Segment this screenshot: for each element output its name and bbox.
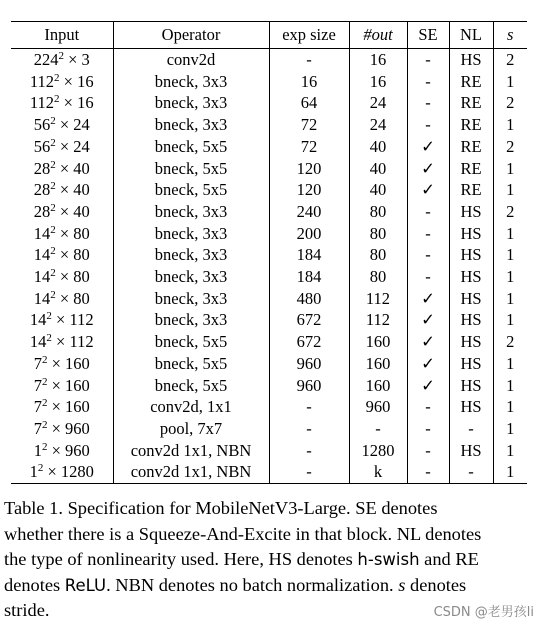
cell-se: -	[407, 418, 449, 440]
cell-exp-size: -	[269, 440, 349, 462]
input-channels: × 80	[55, 223, 90, 243]
cell-input	[11, 114, 113, 136]
cell-out: 16	[349, 71, 407, 93]
cell-se: -	[407, 201, 449, 223]
cell-operator: bneck, 3x3	[113, 71, 269, 93]
cell-input	[11, 49, 113, 71]
input-resolution: 1	[29, 462, 38, 482]
cell-se: -	[407, 266, 449, 288]
cell-input	[11, 353, 113, 375]
cell-nl: RE	[449, 179, 493, 201]
cell-stride: 1	[493, 440, 527, 462]
input-channels: × 24	[55, 136, 90, 156]
cell-input	[11, 179, 113, 201]
cell-out: 16	[349, 49, 407, 71]
table-row	[11, 353, 527, 375]
input-exponent: 2	[41, 397, 48, 410]
cell-exp-size: 64	[269, 92, 349, 114]
input-exponent: 2	[50, 267, 56, 280]
cell-operator: conv2d 1x1, NBN	[113, 461, 269, 483]
input-resolution: 28	[33, 201, 51, 221]
cell-operator: bneck, 5x5	[113, 353, 269, 375]
input-channels: × 40	[55, 158, 90, 178]
cell-exp-size: 184	[269, 244, 349, 266]
cell-input	[11, 461, 113, 483]
cell-operator: bneck, 5x5	[113, 136, 269, 158]
cell-nl: -	[449, 461, 493, 483]
cell-operator: pool, 7x7	[113, 418, 269, 440]
header-stride: s	[493, 22, 527, 49]
input-resolution: 14	[33, 288, 51, 308]
cell-operator: bneck, 3x3	[113, 309, 269, 331]
table-body	[11, 49, 527, 484]
cell-se: -	[407, 114, 449, 136]
cell-input	[11, 266, 113, 288]
cell-nl: RE	[449, 158, 493, 180]
cell-exp-size: 672	[269, 331, 349, 353]
cell-exp-size: 72	[269, 114, 349, 136]
cell-se: ✓	[407, 136, 449, 158]
cell-out: 960	[349, 396, 407, 418]
cell-exp-size: 960	[269, 353, 349, 375]
input-exponent: 2	[41, 353, 48, 366]
cell-nl: HS	[449, 266, 493, 288]
cell-exp-size: 72	[269, 136, 349, 158]
cell-operator: conv2d	[113, 49, 269, 71]
cell-out: 40	[349, 179, 407, 201]
cell-se: ✓	[407, 158, 449, 180]
input-exponent: 2	[50, 180, 56, 193]
cell-se: ✓	[407, 309, 449, 331]
input-resolution: 14	[33, 245, 51, 265]
cell-out: 80	[349, 223, 407, 245]
cell-exp-size: -	[269, 461, 349, 483]
input-exponent: 2	[50, 158, 56, 171]
cell-exp-size: -	[269, 418, 349, 440]
cell-input	[11, 418, 113, 440]
cell-nl: RE	[449, 136, 493, 158]
table-row	[11, 396, 527, 418]
cell-out: 112	[349, 309, 407, 331]
cell-nl: HS	[449, 201, 493, 223]
cell-exp-size: -	[269, 396, 349, 418]
cell-input	[11, 244, 113, 266]
input-resolution: 112	[29, 93, 55, 113]
cell-stride: 2	[493, 331, 527, 353]
cell-se: ✓	[407, 375, 449, 397]
table-row	[11, 201, 527, 223]
cell-operator: bneck, 3x3	[113, 92, 269, 114]
table-row	[11, 158, 527, 180]
cell-out: 112	[349, 288, 407, 310]
caption-line-3-text: the type of nonlinearity used. Here, HS denotes	[4, 549, 358, 570]
input-channels: × 1280	[43, 462, 94, 482]
table-row	[11, 223, 527, 245]
input-exponent: 2	[37, 462, 44, 475]
input-resolution: 14	[29, 310, 47, 330]
caption-line-2: whether there is a Squeeze-And-Excite in that block. NL denotes	[4, 523, 482, 544]
input-exponent: 2	[50, 136, 56, 149]
input-exponent: 2	[50, 115, 56, 128]
input-resolution: 224	[33, 50, 59, 69]
cell-operator: bneck, 3x3	[113, 288, 269, 310]
cell-out: k	[349, 461, 407, 483]
cell-out: 1280	[349, 440, 407, 462]
cell-input	[11, 375, 113, 397]
header-operator: Operator	[113, 22, 269, 49]
caption-relu: ReLU	[64, 575, 107, 595]
cell-out: 24	[349, 92, 407, 114]
cell-stride: 1	[493, 396, 527, 418]
input-resolution: 28	[33, 180, 51, 200]
cell-exp-size: -	[269, 49, 349, 71]
cell-se: ✓	[407, 288, 449, 310]
input-channels: × 80	[55, 267, 90, 287]
cell-stride: 1	[493, 288, 527, 310]
cell-operator: bneck, 3x3	[113, 223, 269, 245]
cell-exp-size: 672	[269, 309, 349, 331]
caption-line-3	[4, 547, 542, 573]
cell-nl: HS	[449, 396, 493, 418]
table-row	[11, 114, 527, 136]
header-row	[11, 22, 527, 49]
cell-stride: 2	[493, 201, 527, 223]
cell-stride: 2	[493, 92, 527, 114]
caption-line-4-mid: . NBN denotes no batch normalization.	[106, 574, 399, 595]
cell-input	[11, 331, 113, 353]
input-exponent: 2	[50, 223, 56, 236]
cell-nl: HS	[449, 288, 493, 310]
input-channels: × 40	[55, 180, 90, 200]
cell-se: -	[407, 244, 449, 266]
table-row	[11, 136, 527, 158]
cell-stride: 1	[493, 114, 527, 136]
input-resolution: 14	[33, 223, 51, 243]
cell-nl: HS	[449, 440, 493, 462]
table-row	[11, 440, 527, 462]
cell-nl: HS	[449, 49, 493, 71]
cell-nl: HS	[449, 223, 493, 245]
cell-se: -	[407, 92, 449, 114]
header-exp-size: exp size	[269, 22, 349, 49]
cell-operator: bneck, 5x5	[113, 179, 269, 201]
input-resolution: 14	[33, 267, 51, 287]
header-se: SE	[407, 22, 449, 49]
cell-stride: 1	[493, 375, 527, 397]
cell-input	[11, 136, 113, 158]
caption-line-1: Table 1. Specification for MobileNetV3-Large. SE denotes	[4, 498, 438, 518]
cell-exp-size: 120	[269, 158, 349, 180]
cell-input	[11, 309, 113, 331]
input-exponent: 2	[50, 201, 56, 214]
table-row	[11, 49, 527, 71]
caption-hswish: h-swish	[357, 550, 420, 570]
cell-out: 80	[349, 244, 407, 266]
cell-stride: 1	[493, 353, 527, 375]
cell-exp-size: 240	[269, 201, 349, 223]
input-channels: × 160	[47, 375, 90, 395]
cell-exp-size: 184	[269, 266, 349, 288]
table-row	[11, 418, 527, 440]
input-resolution: 56	[33, 136, 51, 156]
cell-operator: bneck, 3x3	[113, 266, 269, 288]
cell-nl: RE	[449, 71, 493, 93]
table-row	[11, 331, 527, 353]
cell-stride: 1	[493, 244, 527, 266]
cell-exp-size: 480	[269, 288, 349, 310]
input-exponent: 2	[41, 440, 48, 453]
cell-operator: bneck, 3x3	[113, 244, 269, 266]
cell-nl: HS	[449, 244, 493, 266]
cell-nl: RE	[449, 92, 493, 114]
input-resolution: 28	[33, 158, 51, 178]
cell-out: 24	[349, 114, 407, 136]
table-row	[11, 92, 527, 114]
cell-input	[11, 158, 113, 180]
cell-se: ✓	[407, 331, 449, 353]
caption-line-5: stride.	[4, 600, 50, 621]
cell-stride: 1	[493, 309, 527, 331]
input-channels: × 40	[55, 201, 90, 221]
cell-operator: bneck, 3x3	[113, 201, 269, 223]
cell-stride: 2	[493, 49, 527, 71]
cell-operator: bneck, 5x5	[113, 158, 269, 180]
cell-exp-size: 960	[269, 375, 349, 397]
input-channels: × 16	[59, 93, 94, 113]
cell-se: -	[407, 49, 449, 71]
header-out: #out	[349, 22, 407, 49]
cell-se: -	[407, 396, 449, 418]
caption-stride-symbol: s	[398, 574, 406, 595]
cell-stride: 1	[493, 418, 527, 440]
input-exponent: 2	[50, 288, 56, 301]
input-exponent: 2	[46, 310, 52, 323]
input-channels: × 112	[51, 332, 94, 352]
table-row	[11, 71, 527, 93]
input-resolution: 1	[33, 440, 42, 460]
input-resolution: 7	[33, 397, 42, 417]
cell-stride: 2	[493, 136, 527, 158]
caption-line-4-end: denotes	[405, 574, 467, 595]
cell-stride: 1	[493, 266, 527, 288]
cell-se: ✓	[407, 179, 449, 201]
cell-operator: conv2d, 1x1	[113, 396, 269, 418]
input-resolution: 7	[33, 418, 42, 438]
spec-table	[11, 21, 527, 484]
cell-input	[11, 201, 113, 223]
input-exponent: 2	[41, 418, 48, 431]
cell-stride: 1	[493, 158, 527, 180]
table-row	[11, 266, 527, 288]
table-row	[11, 461, 527, 483]
table-row	[11, 375, 527, 397]
input-exponent: 2	[58, 50, 64, 62]
cell-out: 80	[349, 201, 407, 223]
input-channels: × 24	[55, 115, 90, 135]
cell-input	[11, 223, 113, 245]
cell-nl: HS	[449, 375, 493, 397]
input-resolution: 14	[29, 332, 47, 352]
input-channels: × 160	[47, 397, 90, 417]
table-row	[11, 309, 527, 331]
cell-nl: RE	[449, 114, 493, 136]
input-channels: × 80	[55, 245, 90, 265]
input-channels: × 960	[47, 440, 90, 460]
cell-stride: 1	[493, 179, 527, 201]
header-input: Input	[44, 25, 80, 45]
input-channels: × 16	[59, 71, 94, 91]
input-resolution: 56	[33, 115, 51, 135]
cell-out: 160	[349, 331, 407, 353]
input-channels: × 112	[51, 310, 94, 330]
cell-input	[11, 92, 113, 114]
caption-line-4-start: denotes	[4, 574, 65, 595]
input-channels: × 80	[55, 288, 90, 308]
input-channels: × 160	[47, 353, 90, 373]
cell-operator: bneck, 5x5	[113, 375, 269, 397]
cell-input	[11, 440, 113, 462]
cell-out: 40	[349, 136, 407, 158]
cell-input	[11, 71, 113, 93]
cell-nl: HS	[449, 331, 493, 353]
caption-line-4	[4, 573, 542, 599]
cell-stride: 1	[493, 223, 527, 245]
table-row	[11, 179, 527, 201]
table-row	[11, 244, 527, 266]
cell-out: 160	[349, 353, 407, 375]
header-nl: NL	[449, 22, 493, 49]
input-exponent: 2	[54, 93, 60, 106]
input-exponent: 2	[46, 332, 52, 345]
cell-operator: bneck, 5x5	[113, 331, 269, 353]
cell-nl: -	[449, 418, 493, 440]
input-exponent: 2	[50, 245, 56, 258]
cell-se: -	[407, 223, 449, 245]
cell-nl: HS	[449, 309, 493, 331]
cell-out: 80	[349, 266, 407, 288]
cell-se: ✓	[407, 353, 449, 375]
cell-se: -	[407, 440, 449, 462]
cell-operator: conv2d 1x1, NBN	[113, 440, 269, 462]
cell-out: -	[349, 418, 407, 440]
cell-exp-size: 120	[269, 179, 349, 201]
input-resolution: 7	[33, 353, 42, 373]
cell-out: 160	[349, 375, 407, 397]
cell-out: 40	[349, 158, 407, 180]
cell-exp-size: 200	[269, 223, 349, 245]
cell-stride: 1	[493, 71, 527, 93]
input-resolution: 112	[29, 71, 55, 91]
input-exponent: 2	[41, 375, 48, 388]
cell-exp-size: 16	[269, 71, 349, 93]
watermark: CSDN @老男孩li	[433, 605, 534, 620]
input-channels: × 960	[47, 418, 90, 438]
cell-stride: 1	[493, 461, 527, 483]
table-row	[11, 288, 527, 310]
cell-operator: bneck, 3x3	[113, 114, 269, 136]
cell-se: -	[407, 71, 449, 93]
input-resolution: 7	[33, 375, 42, 395]
cell-input	[11, 396, 113, 418]
cell-nl: HS	[449, 353, 493, 375]
cell-se: -	[407, 461, 449, 483]
caption-line-3-end: and RE	[419, 549, 479, 570]
cell-input	[11, 288, 113, 310]
input-channels: × 3	[63, 50, 90, 69]
input-exponent: 2	[54, 71, 60, 84]
